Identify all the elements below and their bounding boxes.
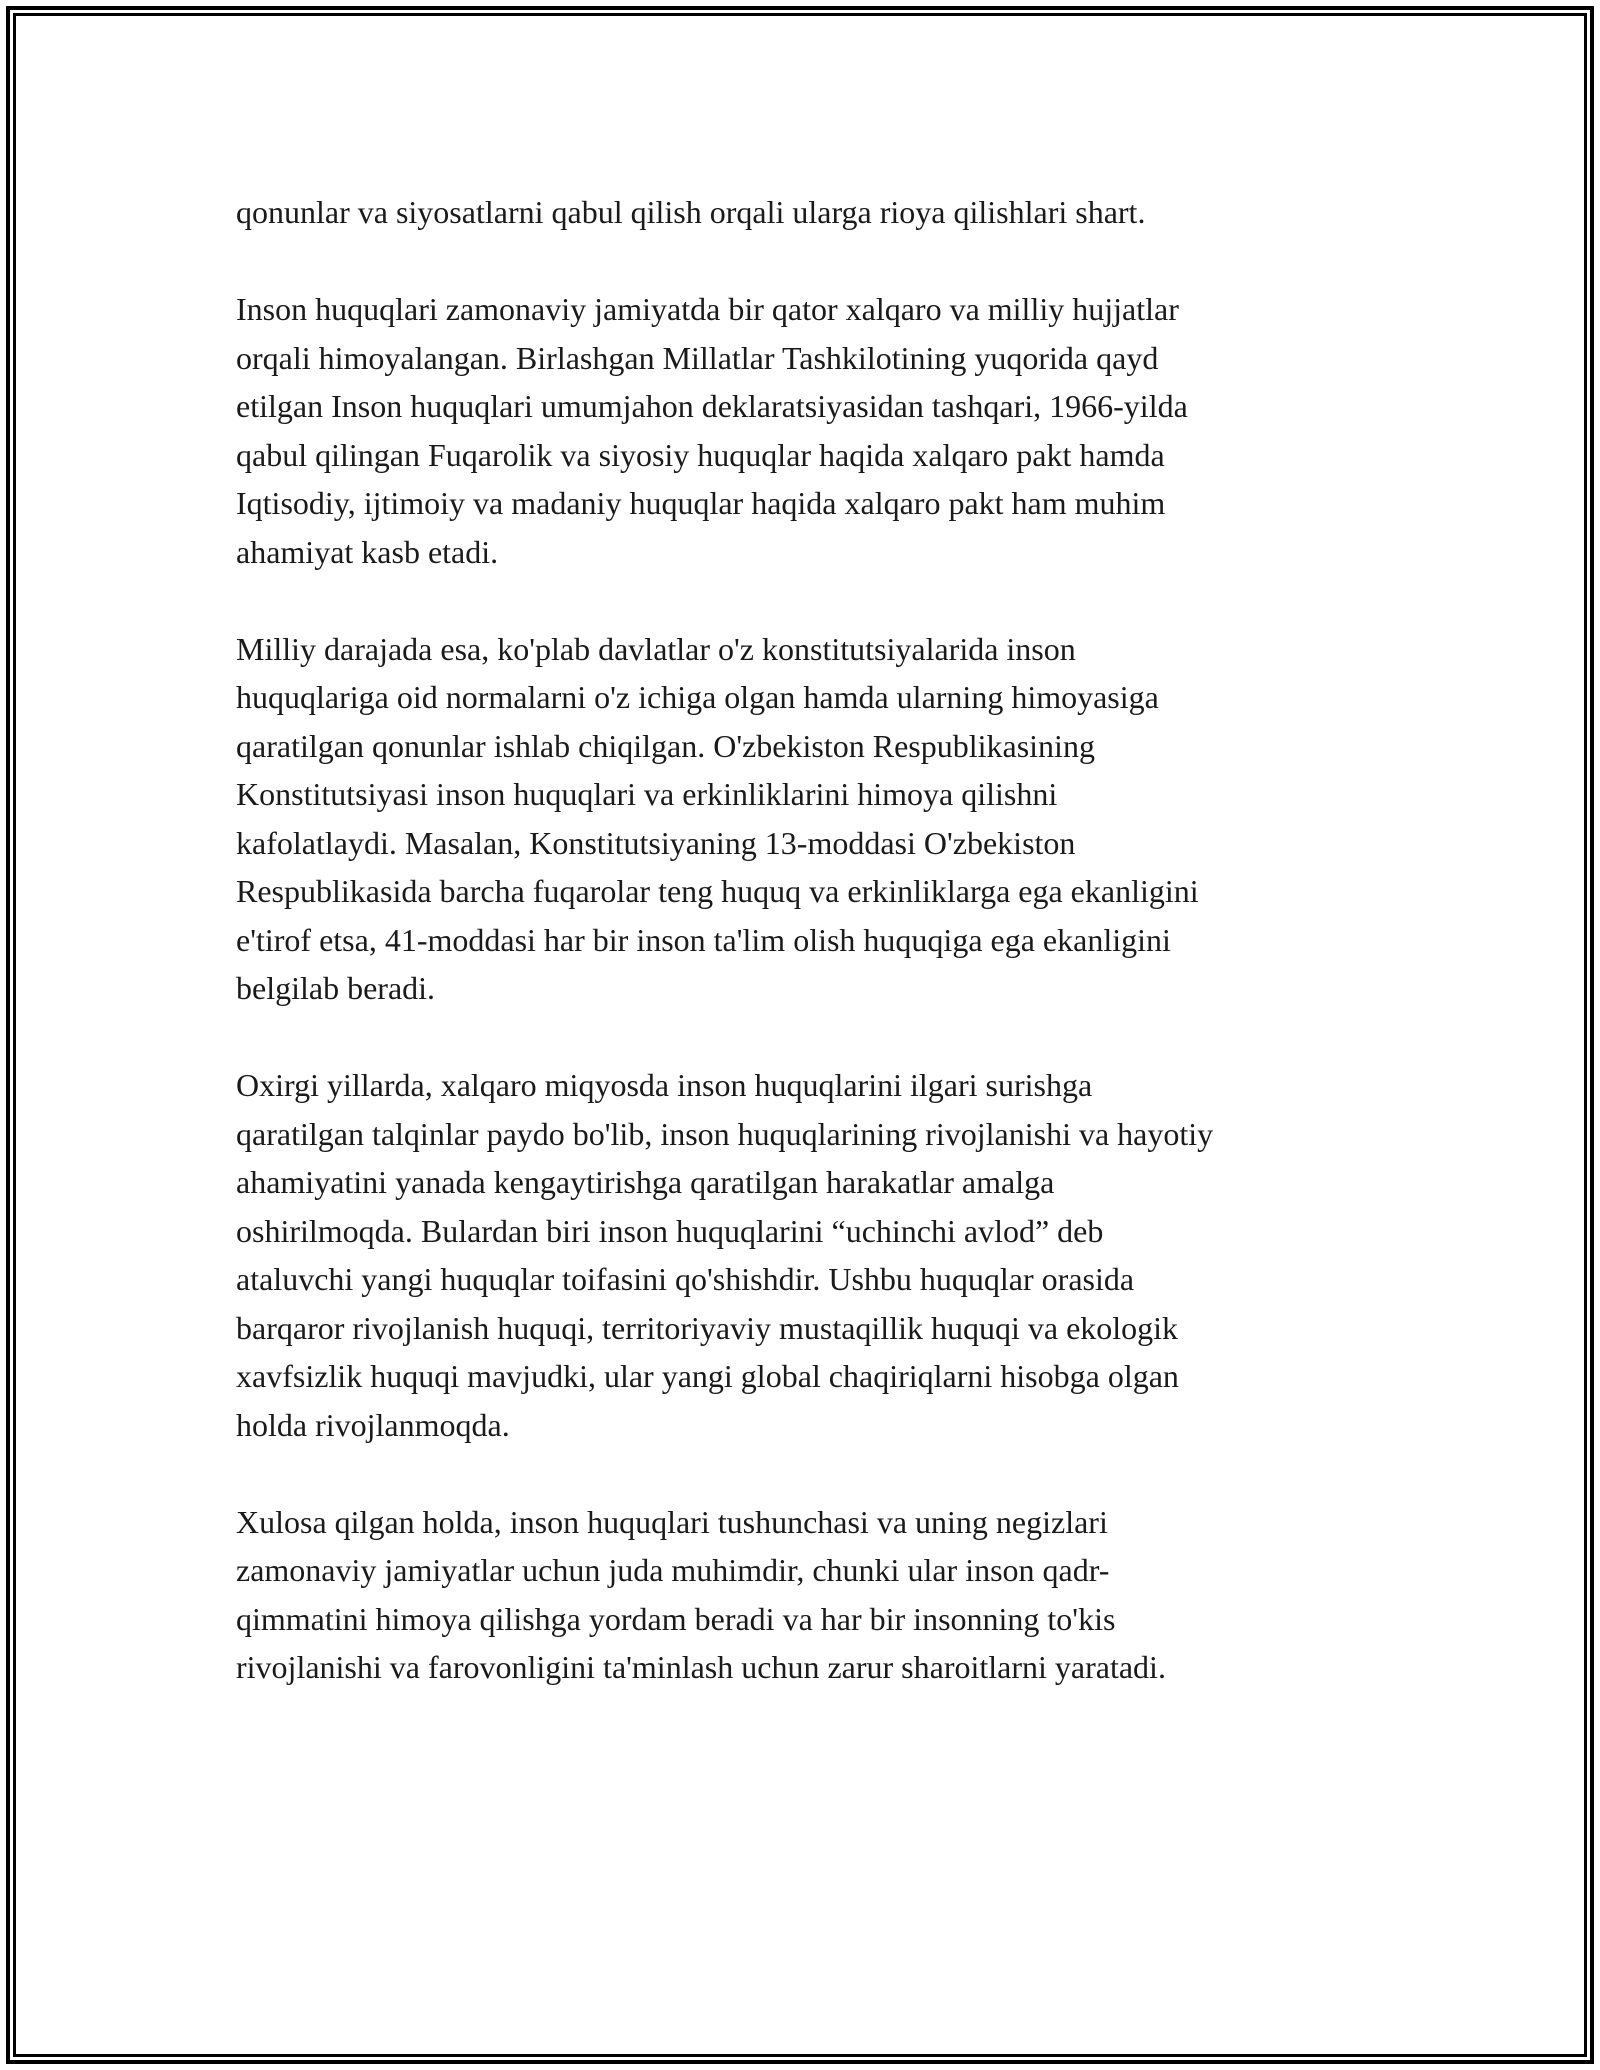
paragraph — [236, 188, 1366, 237]
text-line: Iqtisodiy, ijtimoiy va madaniy huquqlar haqida xalqaro pakt ham muhim — [236, 485, 1166, 521]
text-line: ahamiyat kasb etadi. — [236, 533, 499, 570]
text-line: ahamiyatini yanada kengaytirishga qaratilgan harakatlar amalga — [236, 1164, 1055, 1200]
text-line: qaratilgan talqinlar paydo bo'lib, inson huquqlarining rivojlanishi va hayotiy — [236, 1115, 1214, 1152]
paragraph — [236, 1061, 1366, 1449]
text-line: Oxirgi yillarda, xalqaro miqyosda inson huquqlarini ilgari surishga — [236, 1067, 1093, 1103]
text-line: Respublikasida barcha fuqarolar teng huquq va erkinliklarga ega ekanligini — [236, 873, 1199, 909]
text-line: ataluvchi yangi huquqlar toifasini qo'shishdir. Ushbu huquqlar orasida — [236, 1261, 1135, 1297]
text-line: barqaror rivojlanish huquqi, territoriyaviy mustaqillik huquqi va ekologik — [236, 1309, 1179, 1346]
text-line: etilgan Inson huquqlari umumjahon deklaratsiyasidan tashqari, 1966-yilda — [236, 388, 1188, 424]
text-line: belgilab beradi. — [236, 970, 436, 1006]
document-body — [236, 188, 1366, 1740]
text-line: Inson huquqlari zamonaviy jamiyatda bir qator xalqaro va milliy hujjatlar — [236, 291, 1179, 327]
text-line: qabul qilingan Fuqarolik va siyosiy huquqlar haqida xalqaro pakt hamda — [236, 436, 1165, 473]
text-line: oshirilmoqda. Bulardan biri inson huquqlarini “uchinchi avlod” deb — [236, 1212, 1104, 1249]
text-line: Konstitutsiyasi inson huquqlari va erkinliklarini himoya qilishni — [236, 776, 1058, 812]
text-line: Xulosa qilgan holda, inson huquqlari tushunchasi va uning negizlari — [236, 1503, 1108, 1540]
text-line: orqali himoyalangan. Birlashgan Millatlar Tashkilotining yuqorida qayd — [236, 339, 1159, 376]
paragraph — [236, 285, 1366, 576]
text-line: xavfsizlik huquqi mavjudki, ular yangi global chaqiriqlarni hisobga olgan — [236, 1358, 1179, 1394]
text-line: qaratilgan qonunlar ishlab chiqilgan. O'zbekiston Respublikasining — [236, 727, 1095, 764]
paragraph — [236, 625, 1366, 1013]
text-line: zamonaviy jamiyatlar uchun juda muhimdir, chunki ular inson qadr- — [236, 1552, 1110, 1588]
text-line: e'tirof etsa, 41-moddasi har bir inson ta'lim olish huquqiga ega ekanligini — [236, 921, 1171, 958]
text-line: qonunlar va siyosatlarni qabul qilish orqali ularga rioya qilishlari shart. — [236, 194, 1146, 230]
text-line: holda rivojlanmoqda. — [236, 1406, 510, 1443]
paragraph — [236, 1498, 1366, 1692]
text-line: Milliy darajada esa, ko'plab davlatlar o'z konstitutsiyalarida inson — [236, 630, 1076, 667]
text-line: rivojlanishi va farovonligini ta'minlash uchun zarur sharoitlarni yaratadi. — [236, 1649, 1166, 1685]
text-line: huquqlariga oid normalarni o'z ichiga olgan hamda ularning himoyasiga — [236, 679, 1159, 715]
text-line: kafolatlaydi. Masalan, Konstitutsiyaning 13-moddasi O'zbekiston — [236, 824, 1076, 861]
text-line: qimmatini himoya qilishga yordam beradi va har bir insonning to'kis — [236, 1600, 1116, 1637]
